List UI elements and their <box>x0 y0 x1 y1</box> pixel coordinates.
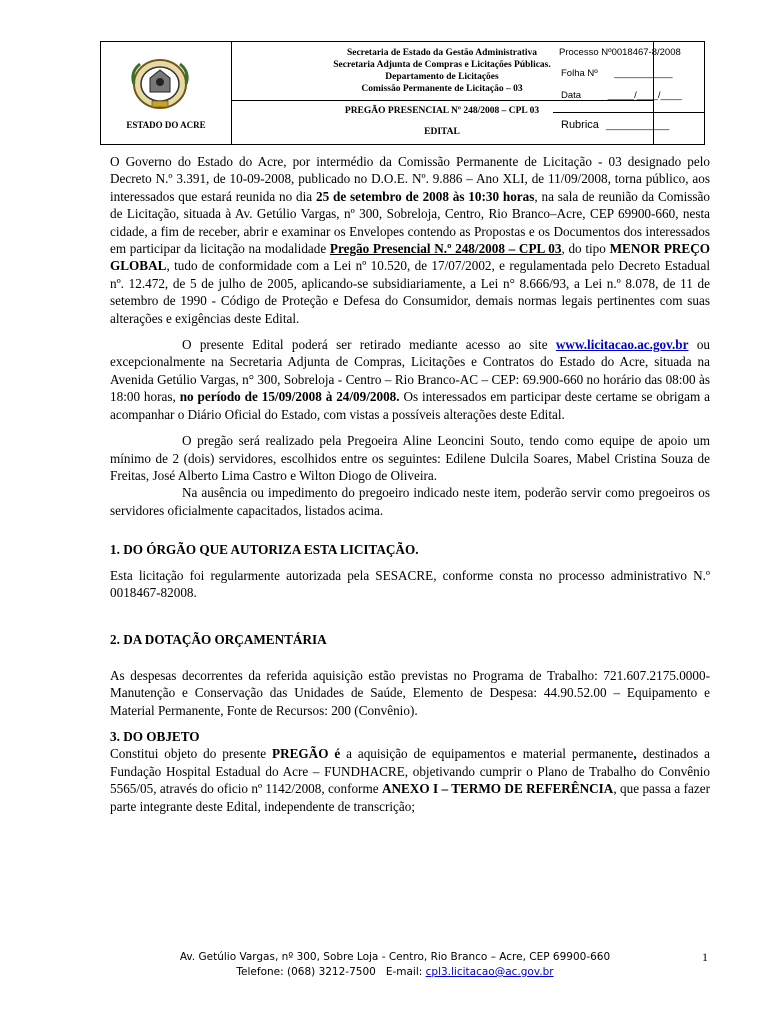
page-number: 1 <box>702 950 708 964</box>
section-2-title: 2. DA DOTAÇÃO ORÇAMENTÁRIA <box>110 632 327 648</box>
folha-blank: ___________ <box>614 68 673 79</box>
section-3-title: 3. DO OBJETO <box>110 728 200 744</box>
text: , na sala de reunião da Comissão de Licitação, situada à Av. Getúlio Vargas, nº 300, Sobreloja, Centro, Rio Branco–Acre, CEP 69900-660, nesta cidade, a fim de receber, abrir e examinar os Envelopes contendo as Propostas e os Documentos dos interessados em participar da licitação na modalidade <box>110 188 710 257</box>
text: destinados a Fundação Hospital Estadual do Acre – FUNDHACRE, objetivando cumprir o Plano de Trabalho do Convênio 5565/05, através do oficio nº 1142/2008, conforme <box>110 746 710 797</box>
folha-label: Folha Nº <box>561 68 598 79</box>
divider <box>553 112 704 113</box>
ausencia-paragraph: Na ausência ou impedimento do pregoeiro indicado neste item, poderão servir como pregoeiros os servidores oficialmente capacitados, listados acima. <box>110 485 710 518</box>
edital-title: EDITAL <box>424 127 460 137</box>
section-3-text <box>110 745 710 815</box>
org-line: Secretaria Adjunta de Compras e Licitações Públicas. <box>333 60 551 70</box>
text: , tudo de conformidade com a Lei nº 10.520, de 17/07/2002, e regulamentada pelo Decreto Estadual nº. 12.472, de 5 de julho de 2005, aplicando-se subsidiariamente, a Lei n° 8.666/93, a Lei n.º 8.078, de 11 de setembro de 1990 - Código de Proteção e Defesa do Consumidor, demais normas legais pertinentes com suas alterações e exigências deste Edital. <box>110 258 710 326</box>
date-highlight: 25 de setembro de 2008 às 10:30 horas <box>315 188 535 204</box>
footer-phone: Telefone: (068) 3212-7500 E-mail: <box>236 966 426 978</box>
rubrica-field <box>561 119 701 131</box>
bold-text: PREGÃO é <box>272 746 341 762</box>
text: Os interessados em participar deste certame se obrigam a acompanhar o Diário Oficial do Estado, com vistas a possíveis alterações deste Edital. <box>110 389 710 422</box>
rubrica-blank: ____________ <box>605 120 670 131</box>
intro-paragraph <box>110 153 710 327</box>
tipo-highlight: MENOR PREÇO GLOBAL <box>110 241 710 274</box>
text: Constitui objeto do presente <box>110 746 273 762</box>
pregoeira-paragraph: O pregão será realizado pela Pregoeira Aline Leoncini Souto, tendo como equipe de apoio um mínimo de 2 (dois) servidores, escolhidos entre os seguintes: Edilene Dulcila Soares, Mabel Cristina Souza de Freitas, José Alberto Lima Castro e Wilton Diogo de Oliveira. <box>110 433 710 483</box>
footer-contact <box>100 965 690 980</box>
section-1-title: 1. DO ÓRGÃO QUE AUTORIZA ESTA LICITAÇÃO. <box>110 542 419 558</box>
site-link[interactable]: www.licitacao.ac.gov.br <box>555 337 689 353</box>
edital-access-paragraph <box>110 336 710 423</box>
footer-address: Av. Getúlio Vargas, nº 300, Sobre Loja - Centro, Rio Branco – Acre, CEP 69900-660 <box>179 951 611 963</box>
header-seal-cell <box>101 42 232 144</box>
pregao-title: PREGÃO PRESENCIAL Nº 248/2008 – CPL 03 <box>344 106 540 116</box>
document-body <box>110 153 710 815</box>
org-line: Comissão Permanente de Licitação – 03 <box>361 84 523 94</box>
data-label: Data <box>561 90 582 101</box>
email-link[interactable]: cpl3.licitacao@ac.gov.br <box>425 966 554 978</box>
text: O Governo do Estado do Acre, por intermédio da Comissão Permanente de Licitação - 03 designado pelo Decreto N.º 3.391, de 10-09-2008, publicado no D.O.E. Nº. 9.886 – Ano XLI, de 11/09/2008, torna público, aos interessados que estará reunida no dia <box>110 154 710 204</box>
org-line: Departamento de Licitações <box>385 72 499 82</box>
text: , do tipo <box>561 241 610 257</box>
processo-number: Processo Nº0018467-8/2008 <box>559 47 681 58</box>
acre-coat-of-arms-icon <box>128 54 192 114</box>
anexo-highlight: ANEXO I – TERMO DE REFERÊNCIA <box>381 781 614 797</box>
rubrica-label: Rubrica <box>561 119 599 131</box>
page-footer <box>100 950 690 980</box>
bold-text: , <box>633 746 637 762</box>
text: a aquisição de equipamentos e material permanente <box>340 746 634 762</box>
period-highlight: no período de 15/09/2008 à 24/09/2008. <box>179 389 400 405</box>
section-2-text: As despesas decorrentes da referida aquisição estão previstas no Programa de Trabalho: 721.607.2175.0000- Manutenção e Conservação das Unidades de Saúde, Elemento de Despesa: 44.90.52.00 – Equipamento e Material Permanente, Fonte de Recursos: 200 (Convênio). <box>110 667 710 718</box>
data-field <box>561 90 701 101</box>
folha-field <box>561 68 701 79</box>
text: ou excepcionalmente na Secretaria Adjunta de Compras, Licitações e Contratos do Estado do Acre, situada na Avenida Getúlio Vargas, n° 300, Sobreloja - Centro – Rio Branco-AC – CEP: 69.900-660 no horário das 08:00 às 18:00 horas, <box>110 337 711 405</box>
document-header <box>100 41 705 145</box>
modalidade-highlight: Pregão Presencial N.º 248/2008 – CPL 03 <box>329 241 562 257</box>
data-blank: _____/____/____ <box>607 90 682 101</box>
section-1-text: Esta licitação foi regularmente autorizada pela SESACRE, conforme consta no processo administrativo N.º 0018467-82008. <box>110 567 710 600</box>
text: , que passa a fazer parte integrante deste Edital, independente de transcrição; <box>110 781 710 814</box>
text: O presente Edital poderá ser retirado mediante acesso ao site <box>182 337 556 353</box>
org-line: Secretaria de Estado da Gestão Administrativa <box>346 48 538 58</box>
estado-label: ESTADO DO ACRE <box>126 120 206 130</box>
